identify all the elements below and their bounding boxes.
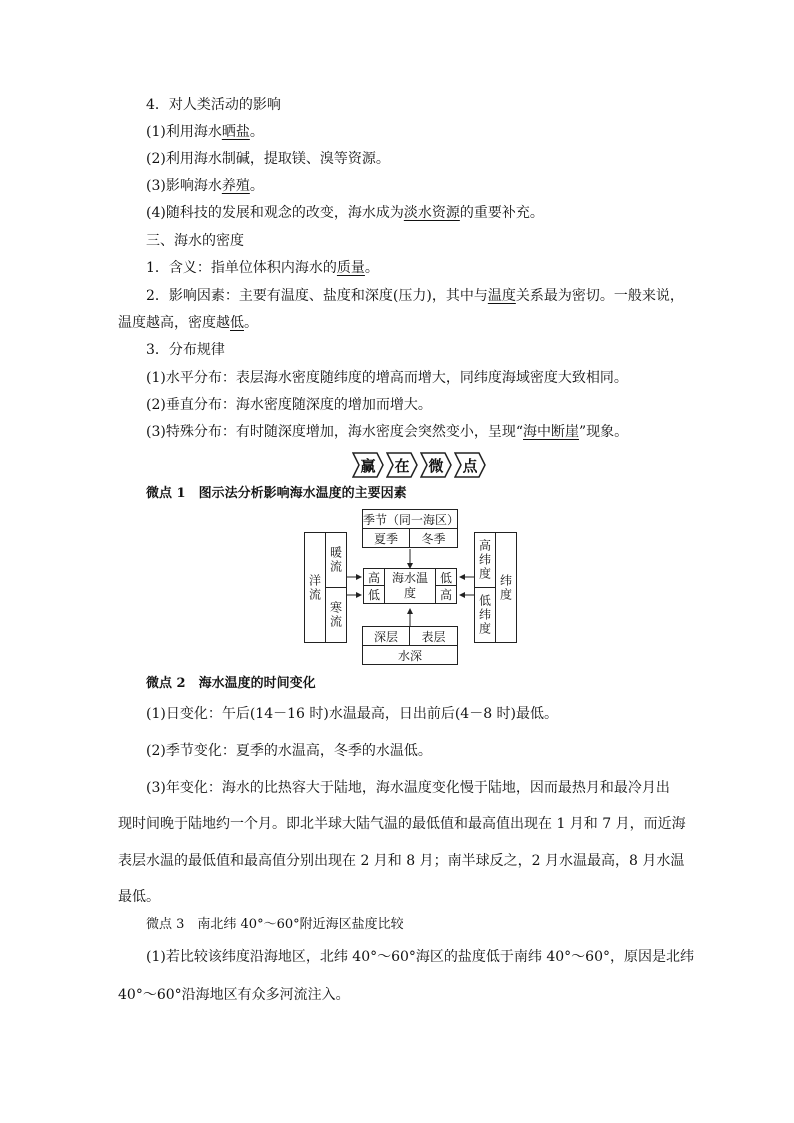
section4-item1 bbox=[146, 122, 264, 142]
cold-current-label: 寒流 bbox=[328, 601, 343, 629]
underlined-answer: 低 bbox=[230, 315, 244, 331]
center-low-right: 低 bbox=[435, 568, 457, 586]
distribution-vertical: (2)垂直分布：海水密度随深度的增加而增大。 bbox=[146, 397, 432, 413]
low-latitude-box bbox=[474, 587, 496, 643]
depth-box: 水深 bbox=[362, 645, 458, 665]
banner-chevron bbox=[386, 452, 418, 478]
text-segment: 2．影响因素：主要有温度、盐度和深度(压力)，其中与 bbox=[146, 288, 488, 304]
banner-char: 微 bbox=[428, 456, 444, 475]
text-segment: ”现象。 bbox=[579, 424, 629, 440]
micro2-annual-1: (3)年变化：海水的比热容大于陆地，海水温度变化慢于陆地，因而最热月和最冷月出 bbox=[146, 780, 670, 796]
deep-box: 深层 bbox=[362, 626, 410, 646]
banner-char: 在 bbox=[394, 456, 410, 475]
underlined-answer: 晒盐 bbox=[221, 124, 250, 140]
micro2-annual-2: 现时间晚于陆地约一个月。即北半球大陆气温的最低值和最高值出现在 1 月和 7 月，而近海 bbox=[118, 816, 686, 832]
center-high-right: 高 bbox=[435, 585, 457, 604]
current-label: 洋流 bbox=[307, 573, 322, 602]
micro2-title: 微点 2 海水温度的时间变化 bbox=[146, 676, 316, 691]
micro2-annual-3: 表层水温的最低值和最高值分别出现在 2 月和 8 月；南半球反之，2 月水温最高，8 月水温 bbox=[118, 853, 685, 869]
section4-heading: 4．对人类活动的影响 bbox=[146, 97, 281, 113]
micro2-daily: (1)日变化：午后(14－16 时)水温最高，日出前后(4－8 时)最低。 bbox=[146, 706, 559, 722]
low-latitude-label: 低纬度 bbox=[477, 594, 492, 636]
text-segment: (4)随科技的发展和观念的改变，海水成为 bbox=[146, 205, 404, 221]
season-box: 季节（同一海区） bbox=[362, 509, 458, 529]
banner-char: 点 bbox=[462, 456, 478, 475]
underlined-answer: 淡水资源 bbox=[403, 205, 460, 221]
high-latitude-label: 高纬度 bbox=[477, 539, 492, 581]
summer-box: 夏季 bbox=[362, 528, 410, 548]
banner-chevron bbox=[352, 452, 384, 478]
warm-current-box bbox=[325, 532, 347, 588]
text-segment: 关系最为密切。一般来说， bbox=[515, 288, 684, 304]
distribution-heading: 3．分布规律 bbox=[146, 342, 225, 358]
center-high-left: 高 bbox=[363, 568, 385, 586]
text-segment: 1．含义：指单位体积内海水的 bbox=[146, 260, 337, 276]
warm-current-label: 暖流 bbox=[328, 546, 343, 574]
latitude-box bbox=[495, 532, 517, 643]
text-segment: (3)特殊分布：有时随深度增加，海水密度会突然变小，呈现“ bbox=[146, 424, 523, 440]
banner-chevron bbox=[420, 452, 452, 478]
text-segment: (1)利用海水 bbox=[146, 124, 222, 140]
surface-box: 表层 bbox=[409, 626, 458, 646]
underlined-answer: 质量 bbox=[336, 260, 365, 276]
micro2-seasonal: (2)季节变化：夏季的水温高，冬季的水温低。 bbox=[146, 743, 432, 759]
text-segment: 。 bbox=[249, 124, 264, 140]
text-segment: 温度越高，密度越 bbox=[118, 315, 230, 331]
section-banner bbox=[352, 452, 488, 478]
underlined-answer: 温度 bbox=[487, 288, 516, 304]
micro1-title: 微点 1 图示法分析影响海水温度的主要因素 bbox=[146, 486, 407, 501]
density-factor bbox=[146, 286, 684, 306]
center-low-left: 低 bbox=[363, 585, 385, 604]
micro3-p1: (1)若比较该纬度沿海地区，北纬 40°～60°海区的盐度低于南纬 40°～60°，原因是北纬 bbox=[146, 949, 694, 965]
banner-chevron bbox=[454, 452, 486, 478]
latitude-label: 纬度 bbox=[498, 573, 513, 602]
text-segment: (3)影响海水 bbox=[146, 178, 222, 194]
section4-item3 bbox=[146, 176, 264, 196]
distribution-horizontal: (1)水平分布：表层海水密度随纬度的增高而增大，同纬度海域密度大致相同。 bbox=[146, 370, 628, 386]
text-segment: 。 bbox=[244, 315, 258, 331]
text-segment: 的重要补充。 bbox=[459, 205, 544, 221]
density-definition bbox=[146, 258, 379, 278]
underlined-answer: 养殖 bbox=[221, 178, 250, 194]
underlined-answer: 海中断崖 bbox=[523, 424, 579, 440]
density-factor-cont bbox=[118, 313, 258, 333]
distribution-special bbox=[146, 422, 628, 442]
micro3-p1-cont: 40°～60°沿海地区有众多河流注入。 bbox=[118, 987, 350, 1003]
text-segment: 。 bbox=[364, 260, 379, 276]
cold-current-box bbox=[325, 587, 347, 643]
center-label: 海水温度 bbox=[391, 571, 428, 600]
section4-item4 bbox=[146, 203, 544, 223]
winter-box: 冬季 bbox=[409, 528, 458, 548]
current-box bbox=[304, 532, 326, 643]
section4-item2: (2)利用海水制碱，提取镁、溴等资源。 bbox=[146, 151, 390, 167]
micro2-annual-4: 最低。 bbox=[118, 889, 160, 905]
text-segment: 。 bbox=[249, 178, 264, 194]
banner-char: 赢 bbox=[360, 456, 376, 475]
density-heading: 三、海水的密度 bbox=[146, 233, 244, 249]
micro3-title: 微点 3 南北纬 40°～60°附近海区盐度比较 bbox=[146, 917, 404, 932]
high-latitude-box bbox=[474, 532, 496, 588]
